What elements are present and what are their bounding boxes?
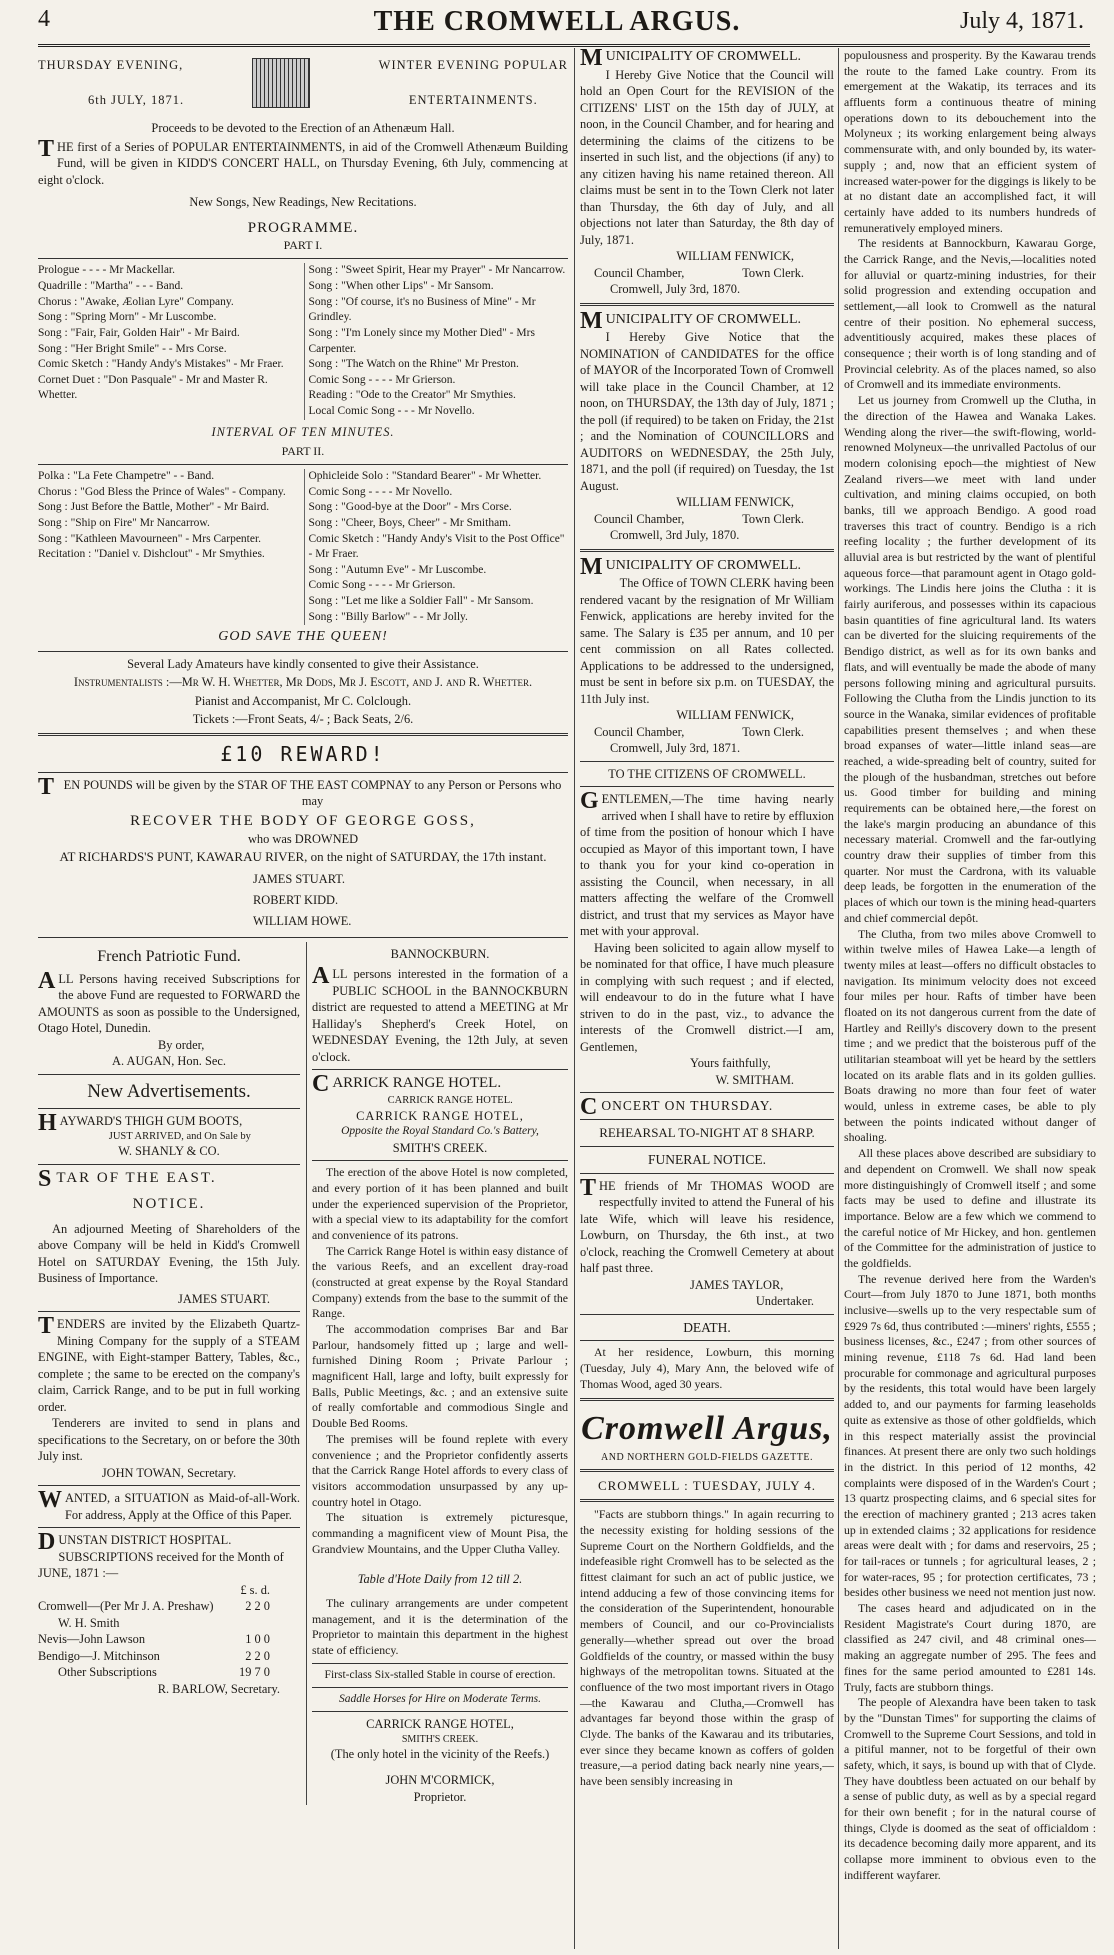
programme-part-one [38,263,568,419]
concert-date: 6th JULY, 1871. [88,93,185,107]
programme-part-two [38,469,568,625]
star-body: An adjourned Meeting of Shareholders of the above Company will be held in Kidd's Cromwell Hotel on SATURDAY Evening, the 15th July. Business of Importance. [38,1221,300,1286]
programme-item: Song : "Spring Morn" - Mr Luscombe. [38,311,217,324]
part-one: PART I. [283,238,323,253]
proceeds-line: Proceeds to be devoted to the Erection of an Athenæum Hall. [151,121,455,135]
hotel-opposite: Opposite the Royal Standard Co.'s Battery, [341,1125,539,1138]
hospital-cols: £ s. d. [240,1582,270,1597]
french-signature: A. AUGAN, Hon. Sec. [112,1054,226,1069]
concert-series-2: ENTERTAINMENTS. [408,93,538,107]
hotel-proprietor-name: JOHN M'CORMICK, [385,1773,495,1788]
instrumentalists: Instrumentalists :—Mr W. H. Whetter, Mr Dods, Mr J. Escott, and J. and R. Whetter. [73,675,533,690]
tenders-body-2: Tenderers are invited to send in plans and specifications to the Secretary, on or before the 30th July inst. [38,1416,300,1464]
muni3-date: Cromwell, July 3rd, 1871. [610,741,741,756]
rehearsal-notice: REHEARSAL TO-NIGHT AT 8 SHARP. [599,1125,815,1141]
muni3-signature: WILLIAM FENWICK, [676,708,794,723]
muni1-signature: WILLIAM FENWICK, [676,249,794,264]
hotel-p1: The erection of the above Hotel is now completed, and every portion of it has been planned and built under the experienced supervision of the Proprietor, with a special view to its adaptability for the comfort and convenience of its patrons. [312,1165,568,1242]
funeral-undertaker: Undertaker. [755,1294,814,1309]
left-subcolumn-b: BANNOCKBURN. ALL persons interested in the formation of a PUBLIC SCHOOL in the BANNOCKBURN district are requested to attend a MEETING at Mr Halliday's Shepherd's Creek Hotel, on WEDNESDAY Evening, the 12th July, at seven o'clock. CARRICK RANGE HOTEL. CARRICK RANGE HOTEL. CARRICK RANGE HOTEL, Opposite the Royal Standard Co.'s Battery, SMITH'S CREEK. The erection of the above Hotel is now completed, and every portion of it has been planned and built under the experienced supervision of the Proprietor, with a special view to its adaptability for the comfort and convenience of its patrons. The Carrick Range Hotel is within easy distance of the various Reefs, and an excellent dray-road (constructed at great expense by the Royal Standard Company) extends from the base to the summit of the Range. The accommodation comprises Bar and Bar Parlour, handsomely fitted up ; large and well-furnished Dining Room ; Private Parlour ; magnificent Hall, large and lofty, built expressly for Balls, Public Meetings, &c. ; and an extensive suite of really comfortable and commodious Single and Double Bed Rooms. The premises will be found replete with every convenience ; and the Proprietor confidently asserts that the Carrick Range Hotel affords to every class of visitors accommodation unsurpassed by any up-country hotel in Otago. The situation is extremely picturesque, commanding a magnificent view of Mount Pisa, the Grandview Mountains, and the Upper Clutha Valley. Table d'Hote Daily from 12 till 2. The culinary arrangements are under competent management, and it is the determination of the Proprietor to maintain this department in the highest state of efficiency. First-class Six-stalled Stable in course of erection. Saddle Horses for Hire on Moderate Terms. CARRICK RANGE HOTEL, SMITH'S CREEK. (The only hotel in the vicinity of the Reefs.) JOHN M'CORMICK, Proprietor. [306,942,568,1806]
tenders-signature: JOHN TOWAN, Secretary. [101,1465,237,1480]
hospital-sub: SUBSCRIPTIONS received for the Month of JUNE, 1871 :— [38,1549,284,1581]
newspaper-title: THE CROMWELL ARGUS. [373,6,741,37]
programme-item: Song : "Ship on Fire" Mr Nancarrow. [38,516,210,529]
programme-item: Song : "When other Lips" - Mr Sansom. [308,280,494,293]
programme-item: Song : "I'm Lonely since my Mother Died" - Mrs Carpenter. [308,326,535,355]
funeral-title: FUNERAL NOTICE. [648,1151,766,1167]
editorial-text: "Facts are stubborn things." In again recurring to the necessity existing for holding sessions of the Supreme Court on the Northern Goldfields, and the indefeasible right Cromwell has to be selected as the fittest claimant for such an act of public justice, we intend adducing a few of those convincing items for the consideration of the Superintendent, honourable members of Council, and our co-Provincialists generally—whether spread out over the broad Goldfields of the country, or massed within the busy highways of the metropolitan towns. Situated at the confluence of the two most important rivers in Otago—the Kawarau and Clutha,—Cromwell has advantages far beyond those within the grasp of Clyde. The banks of the Kawarau and its tributaries, ever since they became known as coffers of golden treasure,—a period dating back nearly nine years,—have been sensibly increasing in [580,1507,834,1789]
programme-item: Song : "Billy Barlow" - - Mr Jolly. [308,610,468,623]
programme-title: PROGRAMME. [247,219,359,236]
citizens-signature: W. SMITHAM. [715,1072,794,1087]
programme-item: Chorus : "God Bless the Prince of Wales" - Company. [38,485,286,498]
reward-place: AT RICHARDS'S PUNT, KAWARAU RIVER, on the night of SATURDAY, the 17th instant. [59,848,547,864]
programme-item: Song : "The Watch on the Rhine" Mr Preston. [308,358,519,371]
muni3-title: UNICIPALITY OF CROMWELL. [605,557,802,573]
left-subcolumn-a: French Patriotic Fund. ALL Persons having received Subscriptions for the above Fund are requested to FORWARD the AMOUNTS as soon as possible to the Undersigned, Otago Hotel, Dunedin. By order, A. AUGAN, Hon. Sec. New Advertisements. HAYWARD'S THIGH GUM BOOTS, JUST ARRIVED, and On Sale by W. SHANLY & CO. STAR OF THE EAST. NOTICE. An adjourned Meeting of Shareholders of the above Company will be held in Kidd's Cromwell Hotel on SATURDAY Evening, the 15th July. Business of Importance. JAMES STUART. TENDERS are invited by the Elizabeth Quartz-Mining Company for the supply of a STEAM ENGINE, with Eight-stamper Battery, Tables, &c., complete ; the same to be erected on the company's claim, Carrick Range, and to be put in full working order. Tenderers are invited to send in plans and specifications to the Secretary, on or before the 30th July inst. JOHN TOWAN, Secretary. WANTED, a SITUATION as Maid-of-all-Work. For address, Apply at the Office of this Paper. DUNSTAN DISTRICT HOSPITAL. SUBSCRIPTIONS received for the Month of JUNE, 1871 :— £ s. d. Cromwell—(Per Mr J. A. Preshaw) 2 2 0 W. H. Smith Nevis—John Lawson 1 0 0 Bendigo—J. Mitchinson 2 2 0 Other Subscriptions 19 7 0 R. BARLOW, Secretary. [38,947,300,1696]
hotel-saddle: Saddle Horses for Hire on Moderate Terms. [339,1692,541,1705]
death-title: DEATH. [683,1319,731,1335]
programme-item: Quadrille : "Martha" - - - Band. [38,280,184,293]
editorial-p: The revenue derived here from the Warden's Court—from July 1870 to June 1871, both months inclusive—swells up to the very respectable sum of £929 7s 6d, thus contributed :—miners' rights, £555 ; business licenses, &c., £247 ; from other sources of mining revenue, £118 7s 6d. Had land been procurable for commonage and agricultural purposes by the residents, this total would have been largely added to, and our payments for farming leaseholds quite as extensive as those of other goldfields, which in this respect materially assist the provincial finances. At present there are only two such holdings in the district. In this period of 12 months, 42 complaints were disposed of in the Warden's Court ; 13 quartz prospecting claims, and 6 special sites for the erection of machinery granted ; 213 acres taken up in extended claims ; 32 applications for residence areas were dealt with ; for dams and reservoirs, 25 ; for tail-races or tunnels ; for agricultural leases, 2 ; for water-races, 95 ; for protection certificates, 73 ; besides other business we need not mention just now. [844,1271,1096,1600]
programme-item: Reading : "Ode to the Creator" Mr Smythies. [308,389,516,402]
hotel-title-2: CARRICK RANGE HOTEL. [387,1094,513,1106]
hotel-p4: The premises will be found replete with every convenience ; and the Proprietor confidently asserts that the Carrick Range Hotel affords to every class of visitors accommodation unsurpassed by any up-country hotel in Otago. [312,1431,568,1509]
muni3-body: The Office of TOWN CLERK having been rendered vacant by the resignation of Mr William Fenwick, applications are hereby invited for the same. The Salary is £35 per annum, and 10 per cent commission on all Rates collected. Applications to be addressed to the undersigned, must be sent in before six p.m. on TUESDAY, the 11th July inst. [580,576,834,706]
wanted-body: ANTED, a SITUATION as Maid-of-all-Work. For address, Apply at the Office of this Paper. [65,1491,300,1522]
reward-signatory: ROBERT KIDD. [253,893,339,908]
hospital-row: Nevis—John Lawson 1 0 0 [38,1632,270,1647]
hotel-p6: The culinary arrangements are under competent management, and it is the determination of the Proprietor to maintain this department in the highest state of efficiency. [312,1595,568,1657]
muni1-chamber: Council Chamber, [594,265,685,280]
hotel-p3: The accommodation comprises Bar and Bar Parlour, handsomely fitted up ; large and well-furnished Dining Room ; Private Parlour ; magnificent Hall, large and lofty, built expressly for Balls, Public Meetings, &c. ; and an extensive suite of really comfortable and commodious Single and Double Bed Rooms. [312,1322,568,1431]
hospital-row: Bendigo—J. Mitchinson 2 2 0 [38,1648,270,1663]
reward-recover: RECOVER THE BODY OF GEORGE GOSS, [130,812,476,829]
piano-illustration [252,58,310,108]
hotel-title-3: CARRICK RANGE HOTEL, [356,1108,524,1123]
left-column [38,48,568,1949]
hospital-title: UNSTAN DISTRICT HOSPITAL. [58,1533,232,1548]
new-advertisements-heading: New Advertisements. [87,1080,251,1102]
editorial-p: The people of Alexandra have been taken to task by the "Dunstan Times" for supporting the claims of Cromwell to the Supreme Court Sessions, and told in a pitiful manner, not to be forgetful of their own safety, which, it says, is bound up with that of Clyde. They have doubtless been actuated on our behalf by a sense of public duty, as well as by a special regard for their own benefit ; for in the natural course of things, Clyde is doomed as the seat of officialdom : its decadence becoming daily more apparent, and its collapse more imminent to obvious even to the indifferent wayfarer. [844,1695,1096,1882]
concert-ad: THURSDAY EVENING, 6th JULY, 1871. WINTER EVENING POPULAR ENTERTAINMENTS. Proceeds to be devoted to the Erection of an Athenæum Hall. THE first of a Series of POPULAR ENTERTAINMENTS, in aid of the Cromwell Athenæum Building Fund, will be given in KIDD'S CONCERT HALL, on Thursday Evening, 6th July, commencing at eight o'clock. New Songs, New Readings, New Recitations. PROGRAMME. PART I. Prologue - - - - Mr Mackellar. Quadrille : "Martha" - - - Band. Chorus : "Awake, Æolian Lyre" Company. Song : "Spring Morn" - Mr Luscombe. Song : "Fair, Fair, Golden Hair" - Mr Baird. Song : "Her Bright Smile" - - Mrs Corse. Comic Sketch : "Handy Andy's Mistakes" - Mr Fraer. Cornet Duet : "Don Pasquale" - Mr and Master R. Whetter. Song : "Sweet Spirit, Hear my Prayer" - Mr Nancarrow. Song : "When other Lips" - Mr Sansom. Song : "Of course, it's no Business of Mine" - Mr Grindley. Song : "I'm Lonely since my Mother Died" - Mrs Carpenter. Song : "The Watch on the Rhine" Mr Preston. Comic Song - - - - Mr Grierson. Reading : "Ode to the Creator" Mr Smythies. Local Comic Song - - - Mr Novello. INTERVAL OF TEN MINUTES. PART II. Polka : "La Fete Champetre" - - Band. Chorus : "God Bless the Prince of Wales" - Company. Song : Just Before the Battle, Mother" - Mr Baird. Song : "Ship on Fire" Mr Nancarrow. Song : "Kathleen Mavourneen" - Mrs Carpenter. Recitation : "Daniel v. Dishclout" - Mr Smythies. Ophicleide Solo : "Standard Bearer" - Mr Whetter. Comic Song - - - - Mr Novello. Song : "Good-bye at the Door" - Mrs Corse. Song : "Cheer, Boys, Cheer" - Mr Smitham. Comic Sketch : "Handy Andy's Visit to the Post Office" - Mr Fraer. Song : "Autumn Eve" - Mr Luscombe. Comic Song - - - - Mr Grierson. Song : "Let me like a Soldier Fall" - Mr Sansom. Song : "Billy Barlow" - - Mr Jolly. GOD SAVE THE QUEEN! Several Lady Amateurs have kindly consented to give their Assistance. Instrumentalists :—Mr W. H. Whetter, Mr Dods, Mr J. Escott, and J. and R. Whetter. Pianist and Accompanist, Mr C. Colclough. Tickets :—Front Seats, 4/- ; Back Seats, 2/6. [38,58,568,727]
programme-item: Song : "Kathleen Mavourneen" - Mrs Carpenter. [38,532,262,545]
programme-item: Cornet Duet : "Don Pasquale" - Mr and Master R. Whetter. [38,373,268,402]
masthead: Cromwell Argus, [581,1409,833,1447]
muni2-date: Cromwell, 3rd July, 1870. [610,528,740,543]
muni1-clerk: Town Clerk. [742,265,804,280]
hayward-boots: AYWARD'S THIGH GUM BOOTS, [59,1114,243,1129]
programme-item: Song : "Cheer, Boys, Cheer" - Mr Smitham. [308,516,511,529]
programme-item: Song : "Fair, Fair, Golden Hair" - Mr Baird. [38,326,240,339]
hotel-p5: The situation is extremely picturesque, commanding a magnificent view of Mount Pisa, the Grandview Mountains, and the Upper Clutha Valley. [312,1510,568,1556]
muni3-clerk: Town Clerk. [742,724,804,739]
editorial-p: populousness and prosperity. By the Kawarau trends the route to the famed Lake country. From its emergement at the Wakatip, its terraces and its affluents form a continuous theatre of mining operations down to its debouchement into the Molyneux ; its working enlargement being always commensurate with, and only bounded by, its water-supply ; and, now that an efficient system of increased water-power for the diggings is likely to be at no distant date an accomplished fact, it will certainly have added to its numbers hundreds of remuneratively employed miners. [844,48,1096,235]
programme-item: Song : "Sweet Spirit, Hear my Prayer" - Mr Nancarrow. [308,264,566,277]
tenders-body: ENDERS are invited by the Elizabeth Quartz-Mining Company for the supply of a STEAM ENGINE, with Eight-stamper Battery, Tables, &c., complete ; the same to be erected on the company's claim, Carrick Range, and to be put in full working order. [38,1317,300,1414]
hospital-row: Cromwell—(Per Mr J. A. Preshaw) 2 2 0 [38,1599,270,1614]
muni3-chamber: Council Chamber, [594,724,685,739]
reward-ad: £10 REWARD! TEN POUNDS will be given by the STAR OF THE EAST COMPNAY to any Person or Persons who may RECOVER THE BODY OF GEORGE GOSS, who was DROWNED AT RICHARDS'S PUNT, KAWARAU RIVER, on the night of SATURDAY, the 17th instant. JAMES STUART. ROBERT KIDD. WILLIAM HOWE. [38,741,568,933]
programme-item: Comic Song - - - - Mr Novello. [308,485,453,498]
programme-item: Recitation : "Daniel v. Dishclout" - Mr Smythies. [38,548,265,561]
editorial-p: The residents at Bannockburn, Kawarau Gorge, the Carrick Range, and the Nevis,—localities noted for alluvial or quartz-mining industries, for their solid progression and extending occupation and settlement,—all look to Cromwell as the natural centre of their position. No ephemeral success, adventitiously acquired, makes these places of consequence ; their worth is of long standing and of Provincial celebrity. As of the places named, so also of Cromwell and its immediate environments. [844,236,1096,392]
interval-line: INTERVAL OF TEN MINUTES. [211,424,395,439]
programme-item: Ophicleide Solo : "Standard Bearer" - Mr Whetter. [308,470,542,483]
hospital-signature: R. BARLOW, Secretary. [157,1681,280,1696]
death-body: At her residence, Lowburn, this morning (Tuesday, July 4), Mary Ann, the beloved wife of Thomas Wood, aged 30 years. [580,1345,834,1391]
part-two: PART II. [281,444,325,459]
hotel-footer: CARRICK RANGE HOTEL, [366,1717,514,1732]
hotel-p2: The Carrick Range Hotel is within easy distance of the various Reefs, and an excellent dray-road (constructed at great expense by the Royal Standard Company) extends from the base to the summit of the Range. [312,1243,568,1321]
programme-item: Local Comic Song - - - Mr Novello. [308,405,475,418]
muni1-title: UNICIPALITY OF CROMWELL. [605,49,802,64]
page-number: 4 [38,6,50,32]
programme-item: Comic Song - - - - Mr Grierson. [308,579,456,592]
programme-item: Song : "Autumn Eve" - Mr Luscombe. [308,563,487,576]
hotel-proprietor: Proprietor. [413,1789,467,1804]
star-east-title: TAR OF THE EAST. [56,1169,217,1186]
muni2-chamber: Council Chamber, [594,511,685,526]
citizens-yours: Yours faithfully, [690,1056,771,1071]
issue-date: July 4, 1871. [959,8,1084,34]
editorial-p: Let us journey from Cromwell up the Clutha, in the direction of the Hawea and Wanaka Lakes. Wending along the river—the swift-flowing, world-renowned Molyneux—the unrivalled Pactolus of our modern colonising epoch—the mightiest of New Zealand rivers—we meet with land under cultivation, and mining claims occupied, on both banks, till we approach Bendigo. A good road traverses this tract of country. Bendigo is a rich reefing locality ; the further development of its alluvial area is but restricted by the want of plentiful aqueous force—that paramount agent in Otago gold-workings. The Lindis here joins the Clutha : it is fairly auriferous, and possesses within its capacious basin quantities of fine agricultural land. Its waters can be diverted for the sluicing requirements of the Bendigo district, as well as for its own banks and flats, and will eventually be made the abode of many persons following mining and agricultural pursuits. Following the Clutha from the Lindis junction to its source in the Wanaka, similar evidences of profitable capabilities present themselves ; and when these broad expanses of water—little inland seas—are reached, a wide-spreading belt of country, suited for the plough of the husbandman, stretches out before us. Good timber for building and mining requirements can be obtained here,—the forest on the lake's margin producing an abundance of this necessary material. Cromwell and the far-outlying country draw their supplies of timber from this quarter. Nor must the Cardrona, with its valuable deep leads, be forgotten in the enumeration of the places of which our town is the mining head-quarters and chief commercial depôt. [844,393,1096,925]
muni2-clerk: Town Clerk. [742,511,804,526]
tickets: Tickets :—Front Seats, 4/- ; Back Seats, 2/6. [192,712,414,727]
muni2-title: UNICIPALITY OF CROMWELL. [605,311,802,327]
middle-column: MUNICIPALITY OF CROMWELL. I Hereby Give Notice that the Council will hold an Open Court for the REVISION of the CITIZENS' LIST on the 15th day of JULY, at noon, in the Council Chamber, and for hearing and determining the claims of the citizens to be inserted in such list, and the objections (if any) to any citizen having his name retained thereon. All claims must be sent in to the Town Clerk not later than Thursday, the 6th day of July, and all objections not later than Saturday, the 8th day of July, 1871. WILLIAM FENWICK, Council Chamber, Town Clerk. Cromwell, July 3rd, 1870. MUNICIPALITY OF CROMWELL. I Hereby Give Notice that the NOMINATION of CANDIDATES for the office of MAYOR of the Incorporated Town of Cromwell will take place in the Council Chamber, at 12 noon, on THURSDAY, the 13th day of July, 1871 ; the poll (if required) to be taken on Friday, the 21st ; and the Nomination of COUNCILLORS and AUDITORS on WEDNESDAY, the 25th July, 1871, and the poll (if required) on Tuesday, the 1st August. WILLIAM FENWICK, Council Chamber, Town Clerk. Cromwell, 3rd July, 1870. MUNICIPALITY OF CROMWELL. The Office of TOWN CLERK having been rendered vacant by the resignation of Mr William Fenwick, applications are hereby invited for the same. The Salary is £35 per annum, and 10 per cent commission on all Rates collected. Applications to be addressed to the undersigned, must be sent in before six p.m. on TUESDAY, the 11th July inst. WILLIAM FENWICK, Council Chamber, Town Clerk. Cromwell, July 3rd, 1871. TO THE CITIZENS OF CROMWELL. GENTLEMEN,—The time having nearly arrived when I shall have to retire by effluxion of time from the position of honour which I have occupied as Mayor of this important town, I have to thank you for your kind co-operation in assisting the Council, when necessary, in all matters affecting the welfare of the Cromwell district, and trust that my services as Mayor have met with your approval. Having been solicited to again allow myself to be nominated for that office, I have much pleasure in complying with such request ; and if elected, will endeavour to do in the future what I have striven to do in the past, viz., to advance the interests of the Cromwell district.—I am, Gentlemen, Yours faithfully, W. SMITHAM. CONCERT ON THURSDAY. REHEARSAL TO-NIGHT AT 8 SHARP. FUNERAL NOTICE. THE friends of Mr THOMAS WOOD are respectfully invited to attend the Funeral of his late Wife, which will leave his residence, Lowburn, on Thursday, the 6th inst., at two o'clock, reaching the Cromwell Cemetery at about half past three. JAMES TAYLOR, Undertaker. DEATH. At her residence, Lowburn, this morning (Tuesday, July 4), Mary Ann, the beloved wife of Thomas Wood, aged 30 years. Cromwell Argus, AND NORTHERN GOLD-FIELDS GAZETTE. CROMWELL : TUESDAY, JULY 4. "Facts are stubborn things." In again recurring to the necessity existing for holding sessions of the Supreme Court on the Northern Goldfields, and the indefeasible right Cromwell has to be selected as the fittest claimant for such an act of public justice, we intend adducing a few of those convincing items for the consideration of the Superintendent, honourable members of Council, and our co-Provincialists generally—whether spread out over the broad Goldfields of the country, or massed within the busy highways of the metropolitan towns. Situated at the confluence of the two most important rivers in Otago—the Kawarau and Clutha,—Cromwell has advantages far beyond those within the grasp of Clyde. The banks of the Kawarau and its tributaries, ever since they became known as coffers of golden treasure,—a period dating back nearly nine years,—have been sensibly increasing in [574,48,834,1949]
hayward-seller: W. SHANLY & CO. [118,1144,220,1159]
citizens-title: TO THE CITIZENS OF CROMWELL. [608,766,806,781]
editorial-p: The Clutha, from two miles above Cromwell to within twelve miles of Hawea Lake—a length of twenty miles at least—offers no difficult obstacles to navigation. Its minimum velocity does not exceed four miles per hour. Rafts of timber have been floated on its not dangerous current from the date of Hartley and Reilly's discovery down to the present time ; and we predict that the boisterous puff of the utilitarian steamboat will yet be heard by the settlers located on its arable flats and in its golden gullies. Boats drawing no more than four feet of water would, unless in extreme cases, be able to ply between the points indicated without danger of shoaling. [844,926,1096,1145]
programme-item: Song : Just Before the Battle, Mother" - Mr Baird. [38,501,270,514]
muni1-date: Cromwell, July 3rd, 1870. [610,282,741,297]
muni2-signature: WILLIAM FENWICK, [676,495,794,510]
bannockburn-title: BANNOCKBURN. [390,946,490,961]
pianist: Pianist and Accompanist, Mr C. Colclough. [194,693,412,708]
muni2-body: I Hereby Give Notice that the NOMINATION of CANDIDATES for the office of MAYOR of the Incorporated Town of Cromwell will take place in the Council Chamber, at 12 noon, on THURSDAY, the 13th day of July, 1871 ; the poll (if required) to be taken on Friday, the 21st ; and the Nomination of COUNCILLORS and AUDITORS on WEDNESDAY, the 25th July, 1871, and the poll (if required) on Tuesday, the 1st August. [580,330,834,493]
funeral-body: HE friends of Mr THOMAS WOOD are respectfully invited to attend the Funeral of his late Wife, which will leave his residence, Lowburn, on Thursday, the 6th inst., at two o'clock, reaching the Cromwell Cemetery at about half past three. [580,1178,834,1276]
concert-day: THURSDAY EVENING, [38,58,184,73]
star-signature: JAMES STUART. [178,1291,270,1306]
programme-item: Comic Song - - - - Mr Grierson. [308,373,456,386]
right-column [838,48,1096,1949]
programme-item: Song : "Let me like a Soldier Fall" - Mr Sansom. [308,595,534,608]
funeral-signature: JAMES TAYLOR, [690,1277,784,1292]
hospital-row: Other Subscriptions 19 7 0 [58,1665,270,1680]
concert-notice: ONCERT ON THURSDAY. [601,1098,774,1114]
french-fund-body: LL Persons having received Subscriptions for the above Fund are requested to FORWARD the AMOUNTS as soon as possible to the Undersigned, Otago Hotel, Dunedin. [38,971,300,1036]
muni1-body: I Hereby Give Notice that the Council will hold an Open Court for the REVISION of the CITIZENS' LIST on the 15th day of JULY, at noon, in the Council Chamber, and for hearing and determining the claims of the citizens to be inserted in such list, and the objections (if any) to any citizen having his name retained thereon. All claims must be sent in to the Town Clerk not later than Thursday, the 6th day of July, and all objections not later than Saturday, the 8th day of July, 1871. [580,67,834,247]
concert-series: WINTER EVENING POPULAR [378,58,568,73]
programme-item: Song : "Her Bright Smile" - - Mrs Corse. [38,342,227,355]
hotel-footer-note: (The only hotel in the vicinity of the Reefs.) [330,1746,550,1761]
page-header [0,0,1114,44]
bannockburn-body: LL persons interested in the formation of a PUBLIC SCHOOL in the BANNOCKBURN district are requested to attend a MEETING at Mr Halliday's Shepherd's Creek Hotel, on WEDNESDAY Evening, the 12th July, at seven o'clock. [312,967,568,1064]
programme-item: Prologue - - - - Mr Mackellar. [38,264,176,277]
hotel-table: Table d'Hote Daily from 12 till 2. [357,1572,523,1587]
reward-text: EN POUNDS will be given by the STAR OF THE EAST COMPNAY to any Person or Persons who may [63,777,562,809]
citizens-p1: ENTLEMEN,—The time having nearly arrived when I shall have to retire by effluxion of time from the position of honour which I have occupied as Mayor of this important town, I have to thank you for your kind co-operation in assisting the Council, when necessary, in all matters affecting the welfare of the Cromwell district, and trust that my services as Mayor have met with your approval. [580,792,834,939]
masthead-sub: AND NORTHERN GOLD-FIELDS GAZETTE. [601,1451,813,1463]
programme-item: Song : "Of course, it's no Business of Mine" - Mr Grindley. [308,295,536,324]
hospital-row: W. H. Smith [58,1615,120,1630]
concert-intro: HE first of a Series of POPULAR ENTERTAINMENTS, in aid of the Cromwell Athenæum Building Fund, will be given in KIDD'S CONCERT HALL, on Thursday Evening, 6th July, commencing at eight o'clock. [38,139,568,187]
hotel-title: ARRICK RANGE HOTEL. [332,1075,502,1091]
reward-signatory: WILLIAM HOWE. [253,914,352,929]
french-fund-title: French Patriotic Fund. [97,947,241,965]
programme-item: Comic Sketch : "Handy Andy's Visit to the Post Office" - Mr Fraer. [308,532,565,561]
reward-title: £10 REWARD! [220,741,386,766]
programme-item: Comic Sketch : "Handy Andy's Mistakes" - Mr Fraer. [38,358,284,371]
concert-news: New Songs, New Readings, New Recitations. [189,195,417,209]
hayward-arrived: JUST ARRIVED, and On Sale by [108,1130,251,1142]
hotel-stable: First-class Six-stalled Stable in course of erection. [324,1668,556,1681]
french-order: By order, [158,1037,205,1052]
dateline: CROMWELL : TUESDAY, JULY 4. [597,1478,817,1494]
editorial-p: All these places above described are subsidiary to and dependent on Cromwell. We shall now speak more distinguishingly of Cromwell itself ; and some facts may be used to define and illustrate its importance. Below are a few which we commend to the careful notice of Mr Hickey, and hon. gentlemen of the Committee for the administration of justice to the goldfields. [844,1146,1096,1270]
hotel-footer-creek: SMITH'S CREEK. [401,1733,479,1745]
reward-signatory: JAMES STUART. [253,872,345,887]
programme-item: Chorus : "Awake, Æolian Lyre" Company. [38,295,234,308]
god-save-queen: GOD SAVE THE QUEEN! [218,629,388,645]
reward-drowned: who was DROWNED [247,832,359,847]
programme-item: Polka : "La Fete Champetre" - - Band. [38,470,215,483]
star-notice: NOTICE. [132,1195,206,1212]
hotel-creek: SMITH'S CREEK. [392,1140,488,1155]
lady-amateurs: Several Lady Amateurs have kindly consented to give their Assistance. [127,656,479,671]
programme-item: Song : "Good-bye at the Door" - Mrs Corse. [308,501,512,514]
citizens-p2: Having been solicited to again allow myself to be nominated for that office, I have much pleasure in complying with such request ; and if elected, will endeavour to do in the future what I have striven to do in the past, viz., to advance the interests of the Cromwell district.—I am, Gentlemen, [580,940,834,1054]
editorial-p: The cases heard and adjudicated on in the Resident Magistrate's Court during 1870, are classified as 247 civil, and 48 criminal ones—making an aggregate number of 295. The fees and fines for the same period amounted to £281 14s. Truly, facts are stubborn things. [844,1601,1096,1694]
